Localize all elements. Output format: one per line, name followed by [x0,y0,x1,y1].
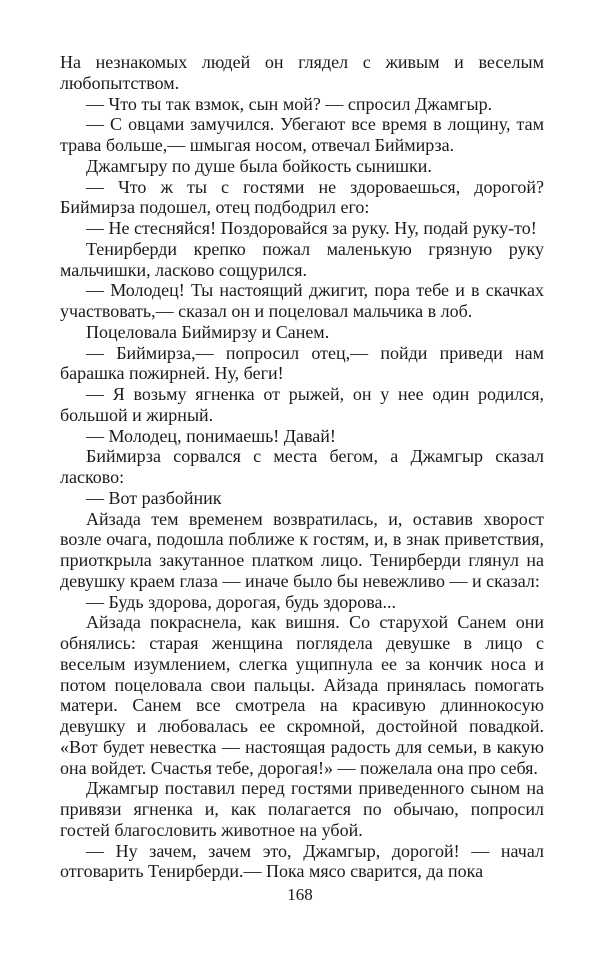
paragraph: — Что ты так взмок, сын мой? — спросил Джамгыр. [86,93,493,114]
paragraph: На незнакомых людей он глядел с живым и веселым любопытством. [60,52,544,93]
paragraph: Биймирза сорвался с места бегом, а Джамгыр сказал ласково: [60,446,544,487]
paragraph: — Что ж ты с гостями не здороваешься, дорогой? Биймирза подошел, отец подбодрил его: [60,176,544,218]
paragraph: Айзада тем временем возвратилась, и, оставив хворост возле очага, подошла поближе к гостям, и, в знак приветствия, приоткрыла закутанное платком лицо. Тенирберди глянул на девушку краем глаза — иначе было бы невежливо — и сказал: [60,508,544,591]
page-body [60,52,544,882]
paragraph: — Молодец! Ты настоящий джигит, пора тебе и в скачках участвовать,— сказал он и поцеловал мальчика в лоб. [60,280,544,321]
paragraph: — Ну зачем, зачем это, Джамгыр, дорогой! — начал отговарить Тенирберди.— Пока мясо сварится, да пока [60,840,544,882]
page-number: 168 [287,885,313,904]
paragraph: Тенирберди крепко пожал маленькую грязную руку мальчишки, ласково сощурился. [60,238,544,280]
paragraph: — Биймирза,— попросил отец,— пойди приведи нам барашка пожирней. Ну, беги! [60,342,544,384]
paragraph: Поцеловала Биймирзу и Санем. [86,321,330,342]
paragraph: — Будь здорова, дорогая, будь здорова... [86,591,397,612]
paragraph: — Не стесняйся! Поздоровайся за руку. Ну, подай руку-то! [86,218,537,238]
paragraph: Джамгыр поставил перед гостями приведенного сыном на привязи ягненка и, как полагается по обычаю, попросил гостей благословить животное на убой. [60,778,544,840]
paragraph: — С овцами замучился. Убегают все время в лощину, там трава больше,— шмыгая носом, отвечал Биймирза. [60,114,544,155]
paragraph: — Молодец, понимаешь! Давай! [86,425,336,446]
paragraph: Айзада покраснела, как вишня. Со старухой Санем они обнялись: старая женщина поглядела девушке в лицо с веселым изумлением, слегка ущипнула ее за кончик носа и потом поцеловала свои пальцы. Айзада принялась помогать матери. Санем все смотрела на красивую длиннокосую девушку и любовалась ее скромной, достойной повадкой. «Вот будет невестка — настоящая радость для семьи, в какую она войдет. Счастья тебе, дорогая!» — пожелала она про себя. [60,612,544,778]
paragraph: — Вот разбойник [86,487,222,508]
paragraph: — Я возьму ягненка от рыжей, он у нее один родился, большой и жирный. [60,384,544,425]
paragraph: Джамгыру по душе была бойкость сынишки. [86,155,432,176]
